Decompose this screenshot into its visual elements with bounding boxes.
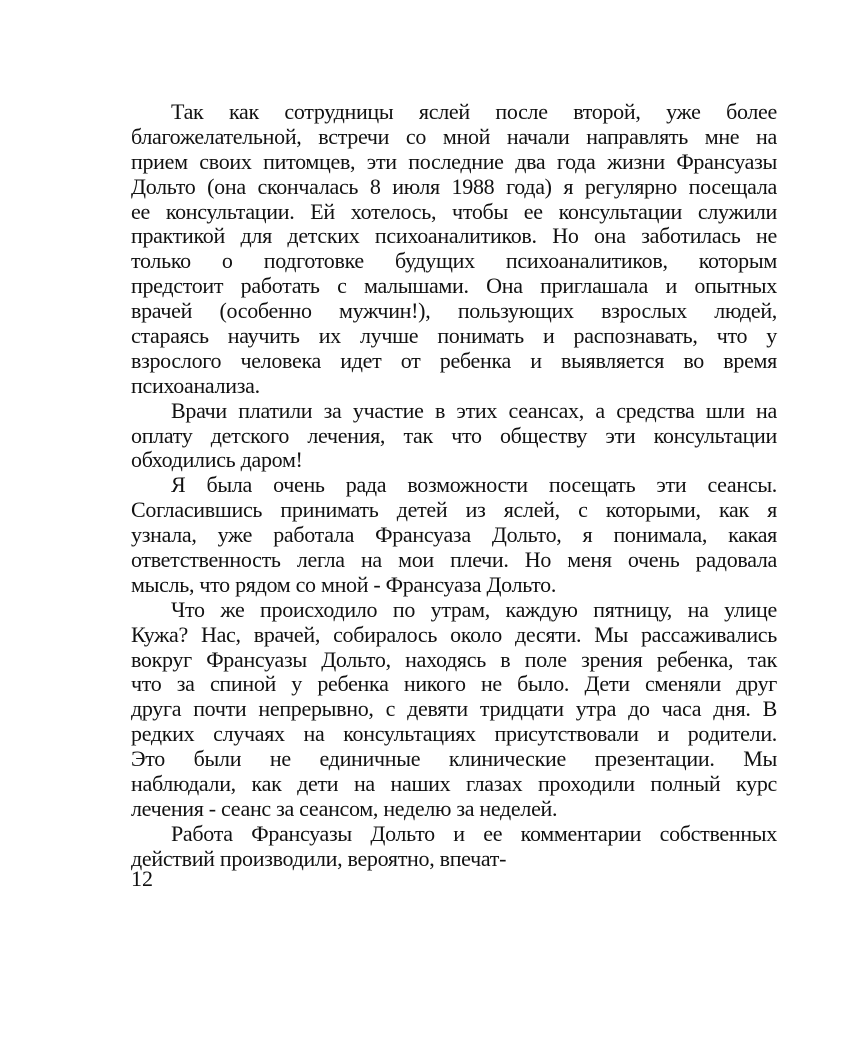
text-line: ответственность легла на мои плечи. Но меня очень радовала [131, 547, 777, 573]
text-line: стараясь научить их лучше понимать и распознавать, что у [131, 323, 777, 349]
text-line: врачей (особенно мужчин!), пользующих взрослых людей, [131, 298, 777, 324]
text-line: редких случаях на консультациях присутствовали и родители. [131, 721, 777, 747]
text-line: мысль, что рядом со мной - Франсуаза Дольто. [131, 571, 557, 597]
text-line: действий производили, вероятно, впечат- [131, 845, 507, 871]
text-line: Согласившись принимать детей из яслей, с которыми, как я [131, 497, 777, 523]
text-line: прием своих питомцев, эти последние два года жизни Франсуазы [131, 148, 777, 174]
paragraph [131, 473, 777, 597]
text-line: лечения - сеанс за сеансом, неделю за неделей. [131, 795, 558, 821]
paragraph [131, 822, 777, 872]
paragraph [131, 399, 777, 474]
text-line: друга почти непрерывно, с девяти тридцати утра до часа дня. В [131, 696, 777, 722]
text-line: предстоит работать с малышами. Она приглашала и опытных [131, 273, 777, 299]
text-line: вокруг Франсуазы Дольто, находясь в поле зрения ребенка, так [131, 646, 777, 672]
paragraph [131, 598, 777, 822]
text-line: Так как сотрудницы яслей после второй, уже более [171, 99, 777, 124]
text-line: оплату детского лечения, так что обществу эти консультации [131, 422, 777, 448]
text-line: Что же происходило по утрам, каждую пятницу, на улице [171, 596, 777, 622]
text-line: практикой для детских психоаналитиков. Но она заботилась не [131, 223, 777, 249]
text-line: психоанализа. [131, 372, 260, 398]
text-line: Работа Франсуазы Дольто и ее комментарии собственных [171, 820, 777, 846]
text-line: наблюдали, как дети на наших глазах проходили полный курс [131, 771, 777, 797]
text-line: узнала, уже работала Франсуаза Дольто, я понимала, какая [131, 522, 777, 548]
paragraph [131, 100, 777, 399]
text-line: Дольто (она скончалась 8 июля 1988 года) я регулярно посещала [131, 173, 777, 199]
text-line: обходились даром! [131, 447, 303, 473]
text-line: Это были не единичные клинические презентации. Мы [131, 746, 777, 772]
text-line: Кужа? Нас, врачей, собиралось около десяти. Мы рассаживались [131, 621, 777, 647]
text-line: ее консультации. Ей хотелось, чтобы ее консультации служили [131, 198, 777, 224]
text-line: только о подготовке будущих психоаналитиков, которым [131, 248, 777, 274]
text-line: Я была очень рада возможности посещать эти сеансы. [171, 472, 777, 498]
text-line: взрослого человека идет от ребенка и выявляется во время [131, 347, 777, 373]
text-line: благожелательной, встречи со мной начали направлять мне на [131, 123, 777, 149]
text-line: что за спиной у ребенка никого не было. Дети сменяли друг [131, 671, 777, 697]
text-line: Врачи платили за участие в этих сеансах, а средства шли на [171, 397, 777, 423]
page-number: 12 [131, 866, 153, 891]
document-body [131, 100, 777, 872]
